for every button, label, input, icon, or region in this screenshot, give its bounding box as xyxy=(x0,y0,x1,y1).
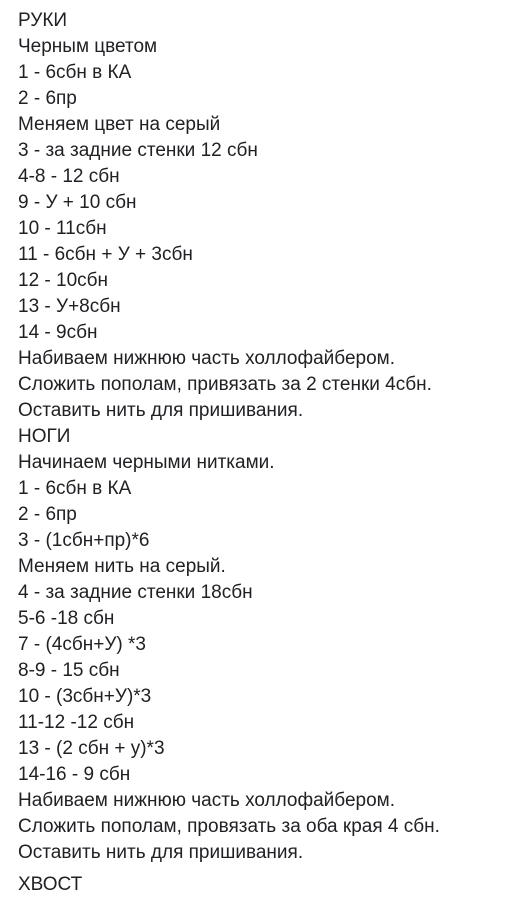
text-line: Меняем цвет на серый xyxy=(18,114,221,135)
text-line: Оставить нить для пришивания. xyxy=(18,842,304,863)
text-line: 9 - У + 10 сбн xyxy=(18,192,137,213)
text-line: 3 - за задние стенки 12 сбн xyxy=(18,140,258,161)
text-line: 2 - 6пр xyxy=(18,88,77,109)
text-line: Оставить нить для пришивания. xyxy=(18,400,304,421)
text-line: Черным цветом xyxy=(18,36,158,57)
text-line: 5-6 -18 сбн xyxy=(18,608,115,629)
text-line: 7 - (4сбн+У) *3 xyxy=(18,634,146,655)
text-line: 4 - за задние стенки 18сбн xyxy=(18,582,253,603)
text-line: Меняем нить на серый. xyxy=(18,556,226,577)
text-line: 12 - 10сбн xyxy=(18,270,109,291)
text-line: 10 - 11сбн xyxy=(18,218,107,239)
text-line: 11-12 -12 сбн xyxy=(18,712,135,733)
text-line: Набиваем нижнюю часть холлофайбером. xyxy=(18,790,395,811)
text-line: 3 - (1сбн+пр)*6 xyxy=(18,530,150,551)
text-line: 1 - 6сбн в КА xyxy=(18,478,132,499)
text-line: 13 - У+8сбн xyxy=(18,296,121,317)
text-line: 1 - 6сбн в КА xyxy=(18,62,132,83)
text-line: 2 - 6пр xyxy=(18,504,77,525)
cut-off-section-heading-tail: ХВОСТ xyxy=(18,874,83,895)
text-line: 11 - 6сбн + У + 3сбн xyxy=(18,244,193,265)
text-line: 4-8 - 12 сбн xyxy=(18,166,120,187)
section-heading-legs: НОГИ xyxy=(18,426,71,447)
text-line: 10 - (3сбн+У)*3 xyxy=(18,686,152,707)
text-line: 8-9 - 15 сбн xyxy=(18,660,120,681)
text-line: 14 - 9сбн xyxy=(18,322,98,343)
text-line: Начинаем черными нитками. xyxy=(18,452,275,473)
section-heading-arms: РУКИ xyxy=(18,10,68,31)
text-line: Сложить пополам, привязать за 2 стенки 4сбн. xyxy=(18,374,432,395)
text-line: Набиваем нижнюю часть холлофайбером. xyxy=(18,348,395,369)
text-line: 14-16 - 9 сбн xyxy=(18,764,131,785)
document-text xyxy=(18,8,506,866)
text-line: 13 - (2 сбн + у)*3 xyxy=(18,738,165,759)
text-line: Сложить пополам, провязать за оба края 4 сбн. xyxy=(18,816,440,837)
